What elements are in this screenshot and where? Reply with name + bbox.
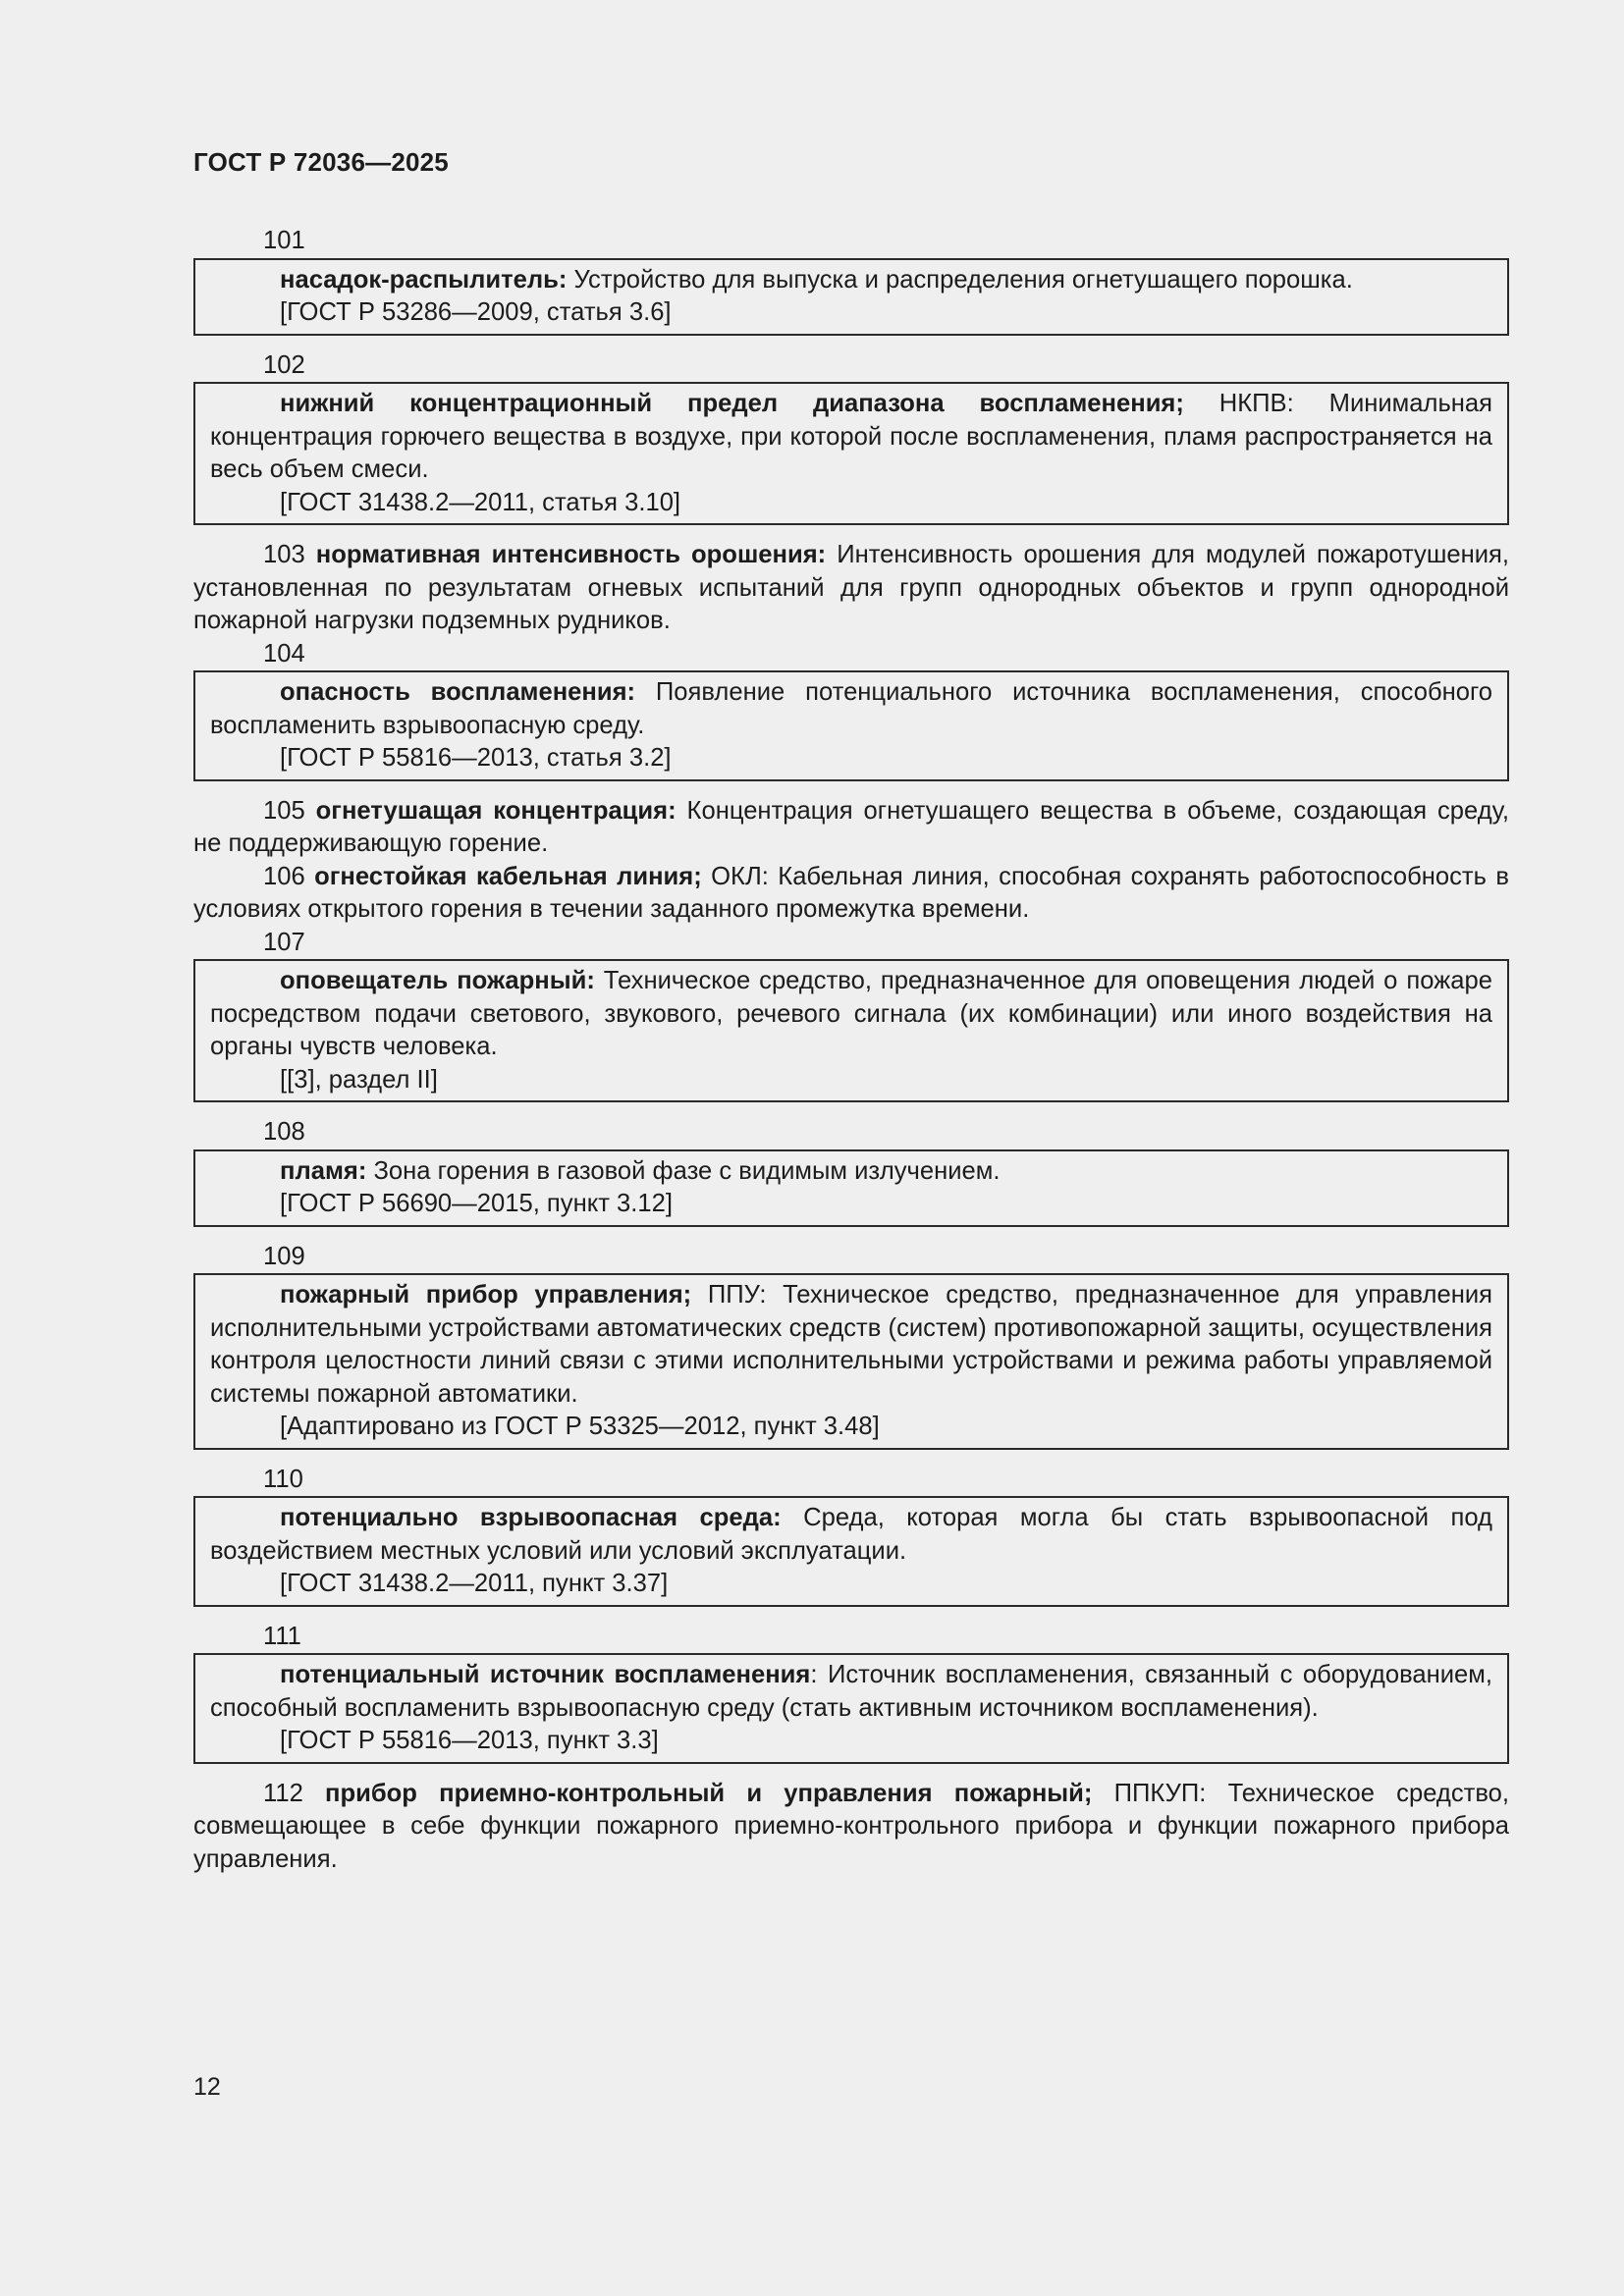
definition-text: Концентрация огнетушащего вещества в объеме, создающая среду, не поддерживающую горение. [193, 796, 1509, 857]
term-name: насадок-распылитель: [280, 265, 568, 294]
term-source: [ГОСТ Р 55816—2013, пункт 3.3] [280, 1727, 659, 1754]
term-number: 101 [263, 227, 305, 254]
definition-text: ОКЛ: Кабельная линия, способная сохранять работоспособность в условиях открытого горения в течении заданного промежутка времени. [193, 862, 1509, 923]
page-number: 12 [193, 2073, 221, 2101]
term-source: [ГОСТ Р 53286—2009, статья 3.6] [280, 298, 672, 326]
term-number: 106 [263, 862, 315, 890]
term-source: [ГОСТ 31438.2—2011, статья 3.10] [280, 488, 681, 516]
term-name: опасность воспламенения: [280, 678, 636, 706]
term-number: 109 [263, 1242, 305, 1270]
definition-text: Интенсивность орошения для модулей пожаротушения, установленная по результатам огневых испытаний для групп однородных объектов и групп однородной пожарной нагрузки подземных рудников. [193, 541, 1509, 634]
definition-text: ППУ: Техническое средство, предназначенное для управления исполнительными устройствами автоматических средств (систем) противопожарной защиты, осуществления контроля целостности линий связи с этими исполнительными устройствами и режима работы управляемой системы пожарной автоматики. [210, 1281, 1492, 1408]
document-body [193, 225, 1509, 1876]
term-definition [210, 264, 1492, 297]
term-number: 104 [263, 639, 305, 667]
term-box [193, 258, 1509, 336]
definition-text: Техническое средство, предназначенное для оповещения людей о пожаре посредством подачи светового, звукового, речевого сигнала (их комбинации) или иного воздействия на органы чувств человека. [210, 967, 1492, 1060]
term-paragraph [193, 795, 1509, 861]
term-source: [ГОСТ Р 56690—2015, пункт 3.12] [280, 1190, 673, 1217]
term-box [193, 1149, 1509, 1227]
term-name: нижний концентрационный предел диапазона воспламенения; [280, 390, 1184, 417]
term-name: пламя: [280, 1156, 367, 1185]
definition-text: : Источник воспламенения, связанный с оборудованием, способный воспламенить взрывоопасную среду (стать активным источником воспламенения). [210, 1661, 1492, 1722]
definition-text: Среда, которая могла бы стать взрывоопасной под воздействием местных условий или условий эксплуатации. [210, 1504, 1492, 1565]
term-source: [[3], раздел II] [280, 1065, 438, 1094]
term-number: 112 [263, 1779, 326, 1807]
term-box [193, 382, 1509, 525]
term-definition [210, 965, 1492, 1064]
term-name: пожарный прибор управления; [280, 1281, 692, 1308]
term-name: оповещатель пожарный: [280, 967, 595, 994]
definition-text: Появление потенциального источника воспламенения, способного воспламенить взрывоопасную среду. [210, 678, 1492, 739]
term-name: прибор приемно-контрольный и управления пожарный; [325, 1779, 1093, 1807]
term-definition [210, 1502, 1492, 1568]
term-number: 102 [263, 350, 305, 379]
term-definition [210, 1155, 1492, 1189]
term-source: [Адаптировано из ГОСТ Р 53325—2012, пункт 3.48] [280, 1413, 880, 1440]
term-number: 105 [263, 796, 316, 825]
term-name: потенциальный источник воспламенения [280, 1661, 811, 1688]
term-name: огнетушащая концентрация: [315, 796, 677, 825]
term-name: потенциально взрывоопасная среда: [280, 1504, 782, 1531]
definition-text: НКПВ: Минимальная концентрация горючего вещества в воздухе, при которой после воспламенения, пламя распространяется на весь объем смеси. [210, 390, 1492, 483]
document-header: ГОСТ Р 72036—2025 [193, 147, 449, 177]
term-number: 108 [263, 1118, 305, 1146]
term-source: [ГОСТ Р 55816—2013, статья 3.2] [280, 744, 672, 772]
term-box [193, 1273, 1509, 1450]
term-definition [210, 1279, 1492, 1411]
term-definition [210, 676, 1492, 742]
definition-text: Устройство для выпуска и распределения огнетушащего порошка. [567, 265, 1353, 294]
term-paragraph [193, 539, 1509, 638]
term-number: 107 [263, 928, 305, 956]
term-number: 103 [263, 541, 316, 568]
term-paragraph [193, 861, 1509, 927]
term-definition [210, 1659, 1492, 1725]
definition-text: Зона горения в газовой фазе с видимым излучением. [366, 1156, 1001, 1185]
term-name: нормативная интенсивность орошения: [315, 541, 827, 568]
term-definition [210, 388, 1492, 487]
term-box [193, 1653, 1509, 1764]
term-box [193, 670, 1509, 781]
term-box [193, 959, 1509, 1102]
term-box [193, 1496, 1509, 1607]
definition-text: ППКУП: Техническое средство, совмещающее в себе функции пожарного приемно-контрольного прибора и функции пожарного прибора управления. [193, 1779, 1509, 1873]
term-number: 111 [263, 1622, 301, 1650]
term-source: [ГОСТ 31438.2—2011, пункт 3.37] [280, 1570, 669, 1597]
term-paragraph [193, 1778, 1509, 1877]
term-name: огнестойкая кабельная линия; [314, 862, 702, 890]
term-number: 110 [263, 1465, 303, 1493]
